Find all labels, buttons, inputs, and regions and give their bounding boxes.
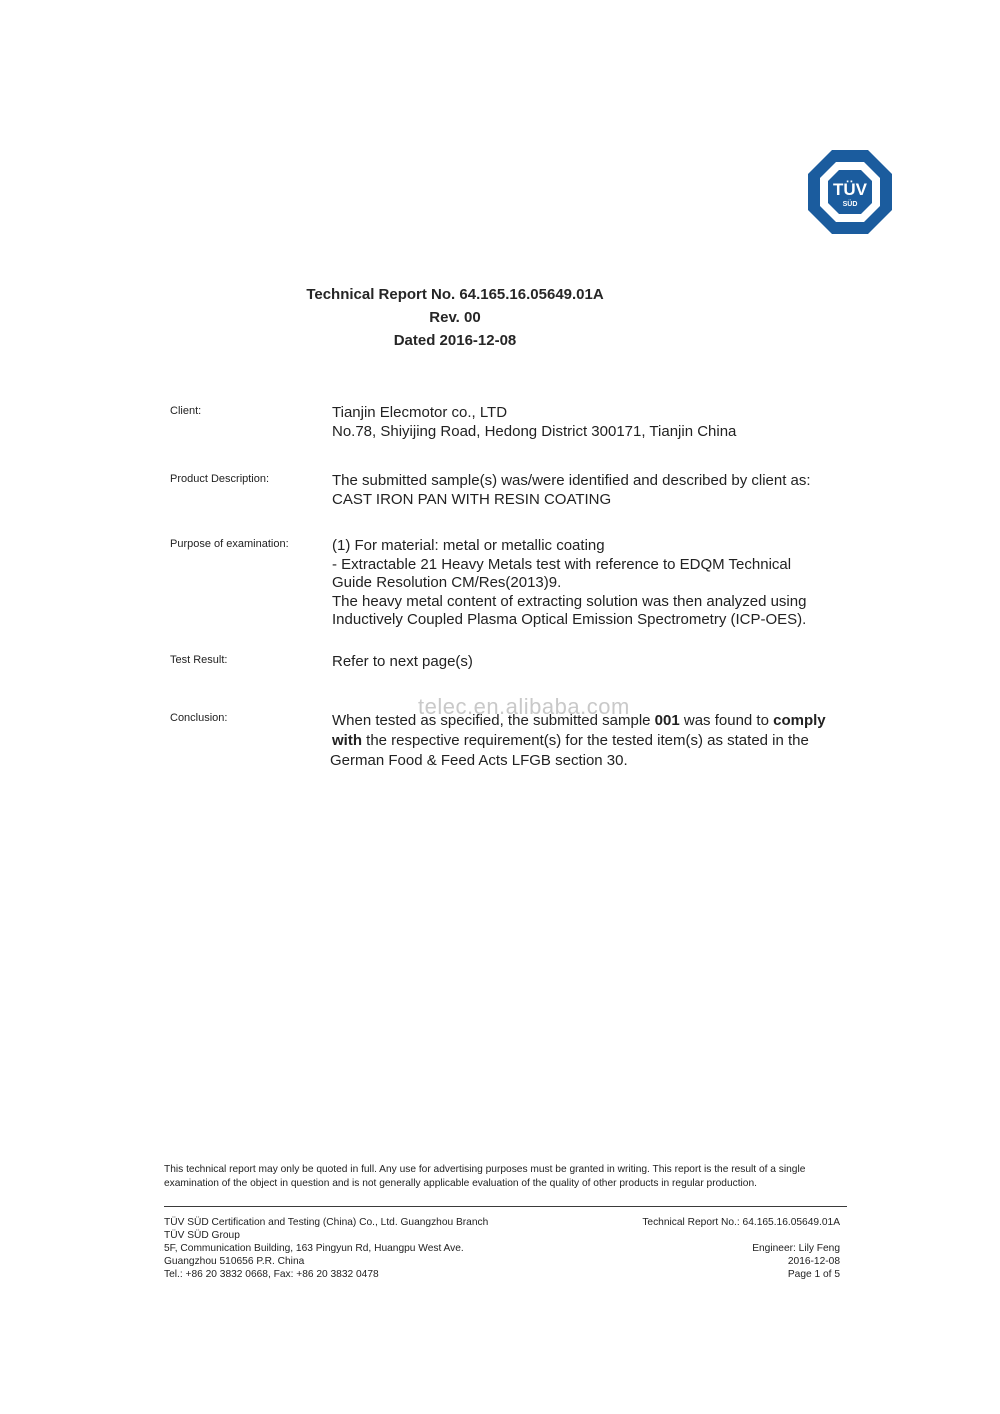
tuv-sud-logo bbox=[806, 148, 894, 236]
footer-company-line: Tel.: +86 20 3832 0668, Fax: +86 20 3832 0478 bbox=[164, 1269, 379, 1280]
footer-date: 2016-12-08 bbox=[787, 1256, 840, 1267]
footer-company-line: Guangzhou 510656 P.R. China bbox=[164, 1256, 305, 1267]
product-name: CAST IRON PAN WITH RESIN COATING bbox=[332, 490, 612, 508]
footer-company-info bbox=[164, 1216, 488, 1281]
footer-engineer: Engineer: Lily Feng bbox=[752, 1243, 840, 1254]
watermark-text: telec.en.alibaba.com bbox=[418, 694, 630, 719]
sample-number: 001 bbox=[654, 712, 680, 729]
date-heading: Dated 2016-12-08 bbox=[393, 332, 517, 349]
product-value bbox=[332, 472, 872, 509]
product-intro: The submitted sample(s) was/were identified and described by client as: bbox=[332, 472, 811, 489]
conclusion-standard: German Food & Feed Acts LFGB section 30. bbox=[330, 752, 628, 769]
report-number-heading: Technical Report No. 64.165.16.05649.01A bbox=[306, 286, 604, 303]
product-label: Product Description: bbox=[170, 473, 270, 485]
conclusion-text: When tested as specified, the submitted sample bbox=[332, 712, 655, 729]
client-address: No.78, Shiyijing Road, Hedong District 300171, Tianjin China bbox=[332, 422, 737, 440]
conclusion-text: was found to bbox=[679, 712, 774, 729]
client-label: Client: bbox=[170, 405, 202, 417]
footer-company-line: 5F, Communication Building, 163 Pingyun Rd, Huangpu West Ave. bbox=[164, 1243, 464, 1254]
logo-sub-text: SÜD bbox=[842, 201, 858, 208]
purpose-line: - Extractable 21 Heavy Metals test with reference to EDQM Technical bbox=[332, 555, 792, 573]
footer-company-line: TÜV SÜD Group bbox=[164, 1230, 240, 1241]
footer-page-number: Page 1 of 5 bbox=[787, 1269, 840, 1280]
client-name: Tianjin Elecmotor co., LTD bbox=[332, 404, 508, 421]
purpose-line: (1) For material: metal or metallic coating bbox=[332, 537, 605, 554]
conclusion-text: the respective requirement(s) for the tested item(s) as stated in the bbox=[362, 732, 809, 749]
with-word: with bbox=[332, 732, 362, 749]
purpose-line: Guide Resolution CM/Res(2013)9. bbox=[332, 574, 562, 591]
footer-report-number: Technical Report No.: 64.165.16.05649.01A bbox=[642, 1217, 840, 1228]
footer-company-line: TÜV SÜD Certification and Testing (China) Co., Ltd. Guangzhou Branch bbox=[164, 1217, 489, 1228]
footer-divider bbox=[164, 1206, 847, 1207]
conclusion-value bbox=[332, 711, 872, 771]
purpose-line: Inductively Coupled Plasma Optical Emission Spectrometry (ICP-OES). bbox=[332, 611, 807, 628]
purpose-label: Purpose of examination: bbox=[170, 538, 289, 550]
test-result-label: Test Result: bbox=[170, 654, 228, 666]
purpose-value bbox=[332, 537, 872, 630]
comply-word: comply bbox=[773, 712, 826, 729]
logo-brand-text: TÜV bbox=[833, 180, 867, 199]
revision-heading: Rev. 00 bbox=[429, 309, 481, 326]
conclusion-label: Conclusion: bbox=[170, 712, 228, 724]
report-title-block bbox=[230, 283, 680, 352]
purpose-line: The heavy metal content of extracting solution was then analyzed using bbox=[332, 592, 807, 610]
test-result-value: Refer to next page(s) bbox=[332, 653, 473, 670]
footer-report-info bbox=[642, 1216, 840, 1281]
client-value bbox=[332, 404, 872, 441]
disclaimer-text: This technical report may only be quoted in full. Any use for advertising purposes must be granted in writing. This report is the result of a single examination of the object in question and is not generally applicable evaluation of the quality of other products in regular production. bbox=[164, 1164, 806, 1189]
